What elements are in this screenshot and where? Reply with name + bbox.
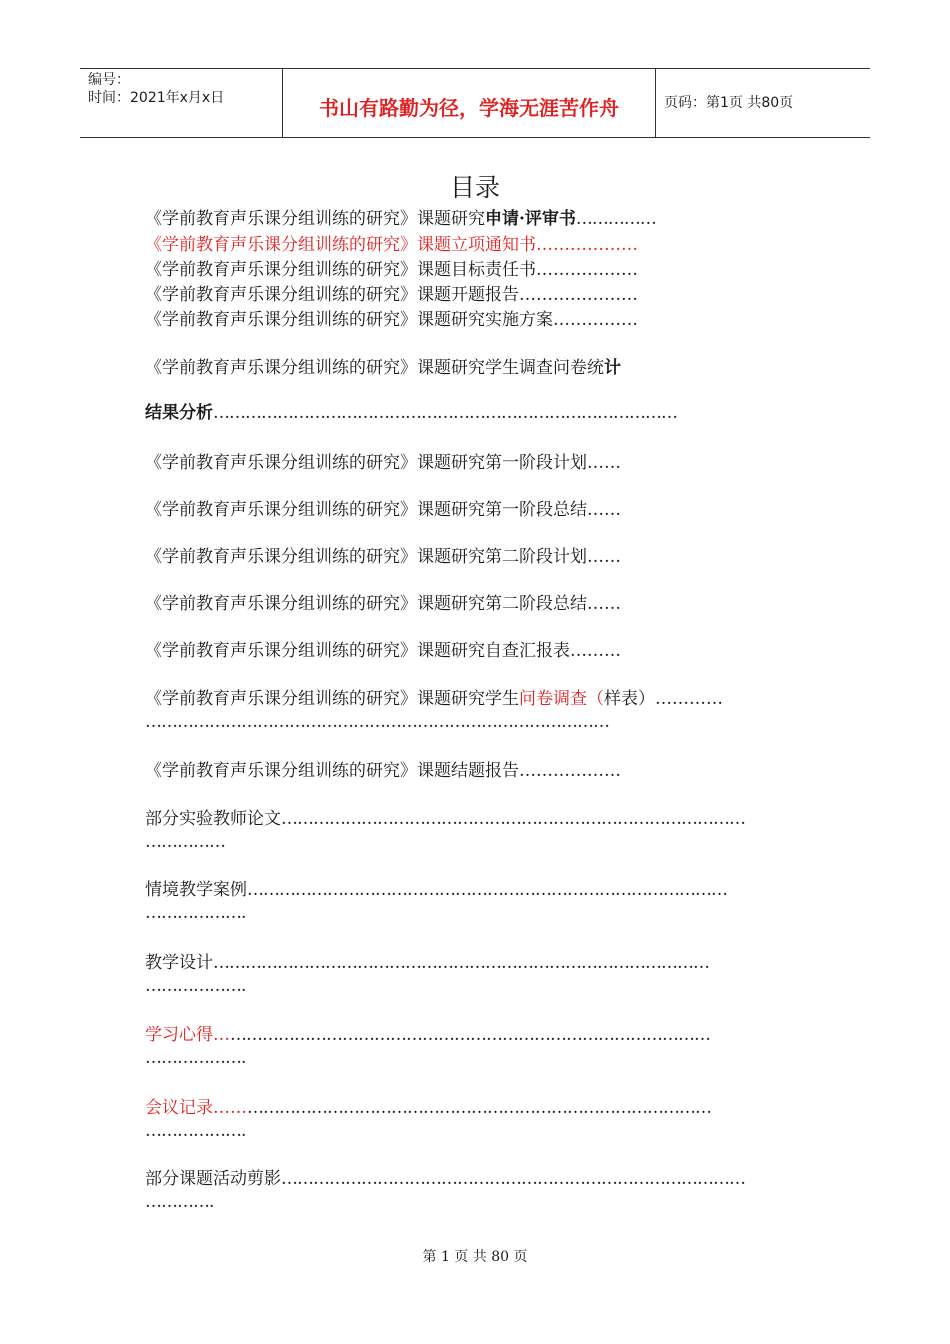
toc-entry-19[interactable] xyxy=(145,1167,745,1191)
page-title: 目录 xyxy=(449,173,500,202)
toc-entry-6-bold: 计 xyxy=(604,358,621,378)
page-header xyxy=(80,68,870,138)
toc-entry-1-dots: …………… xyxy=(575,209,656,229)
header-page-info: 页码：第1页 共80页 xyxy=(664,95,794,111)
toc-entry-1[interactable] xyxy=(145,207,656,231)
header-meta xyxy=(80,69,282,137)
toc-entry-4[interactable]: 《学前教育声乐课分组训练的研究》课题开题报告………………… xyxy=(145,285,638,305)
toc-entry-15-dots: ……………………………………………………………………………… xyxy=(247,880,727,900)
toc-entry-17-dots-cont: ………………. xyxy=(145,1048,246,1068)
toc-entry-18-red: 会议记录…… xyxy=(145,1098,247,1118)
toc-entry-16-text: 教学设计 xyxy=(145,953,213,973)
toc-entry-10[interactable]: 《学前教育声乐课分组训练的研究》课题研究第二阶段总结…… xyxy=(145,594,621,614)
toc-entry-15-dots-cont: ………………. xyxy=(145,903,246,923)
toc-entry-14-dots: …………………………………………………………………………… xyxy=(281,809,745,829)
date-line: 时间：2021年x月x日 xyxy=(88,90,225,106)
toc-entry-19-dots-cont: …………. xyxy=(145,1192,214,1212)
toc-entry-8[interactable]: 《学前教育声乐课分组训练的研究》课题研究第一阶段总结…… xyxy=(145,500,621,520)
toc-entry-16[interactable] xyxy=(145,951,709,975)
number-label: 编号： xyxy=(88,72,130,88)
toc-entry-19-dots: …………………………………………………………………………… xyxy=(281,1169,745,1189)
toc-entry-17[interactable] xyxy=(145,1023,710,1047)
toc-entry-3[interactable]: 《学前教育声乐课分组训练的研究》课题目标责任书……………… xyxy=(145,260,638,280)
header-motto: 书山有路勤为径，学海无涯苦作舟 xyxy=(319,96,619,120)
toc-entry-12-text: 《学前教育声乐课分组训练的研究》课题研究学生 xyxy=(145,689,519,709)
toc-entry-13[interactable]: 《学前教育声乐课分组训练的研究》课题结题报告……………… xyxy=(145,761,621,781)
toc-entry-18-dots: …………………………………………………………………………… xyxy=(247,1098,711,1118)
toc-entry-14-dots-cont: …………… xyxy=(145,832,225,852)
toc-entry-18[interactable] xyxy=(145,1096,711,1120)
toc-entry-17-red: 学习心得… xyxy=(145,1025,230,1045)
toc-entry-7[interactable]: 《学前教育声乐课分组训练的研究》课题研究第一阶段计划…… xyxy=(145,453,621,473)
toc-entry-16-dots: ………………………………………………………………………………… xyxy=(213,953,709,973)
toc-entry-19-text: 部分课题活动剪影 xyxy=(145,1169,281,1189)
toc-entry-14[interactable] xyxy=(145,807,745,831)
toc-entry-1-text: 《学前教育声乐课分组训练的研究》课题研究 xyxy=(145,209,485,229)
toc-entry-6-cont[interactable] xyxy=(145,401,677,425)
page-footer: 第 1 页 共 80 页 xyxy=(422,1249,528,1265)
toc-entry-6-cont-bold: 结果分析 xyxy=(145,403,213,423)
toc-entry-6-cont-dots: …………………………………………………………………………… xyxy=(213,403,677,423)
toc-entry-5[interactable]: 《学前教育声乐课分组训练的研究》课题研究实施方案…………… xyxy=(145,310,638,330)
toc-entry-2[interactable]: 《学前教育声乐课分组训练的研究》课题立项通知书……………… xyxy=(145,235,638,255)
toc-entry-12[interactable] xyxy=(145,687,723,711)
toc-entry-6[interactable] xyxy=(145,356,621,380)
toc-entry-15-text: 情境教学案例 xyxy=(145,880,247,900)
toc-entry-15[interactable] xyxy=(145,878,727,902)
toc-entry-16-dots-cont: ………………. xyxy=(145,976,246,996)
toc-entry-18-dots-cont: ………………. xyxy=(145,1121,246,1141)
toc-entry-12-after: 样表）………… xyxy=(604,689,723,709)
toc-entry-1-bold: 申请·评审书 xyxy=(485,209,576,229)
toc-entry-9[interactable]: 《学前教育声乐课分组训练的研究》课题研究第二阶段计划…… xyxy=(145,547,621,567)
header-motto-cell xyxy=(282,69,656,137)
toc-entry-14-text: 部分实验教师论文 xyxy=(145,809,281,829)
toc-entry-11[interactable]: 《学前教育声乐课分组训练的研究》课题研究自查汇报表……… xyxy=(145,641,621,661)
toc-entry-17-dots: ……………………………………………………………………………… xyxy=(230,1025,710,1045)
toc-entry-6-text: 《学前教育声乐课分组训练的研究》课题研究学生调查问卷统 xyxy=(145,358,604,378)
toc-entry-12-dots: …………………………………………………………………………… xyxy=(145,712,609,732)
toc-entry-12-red: 问卷调查（ xyxy=(519,689,604,709)
